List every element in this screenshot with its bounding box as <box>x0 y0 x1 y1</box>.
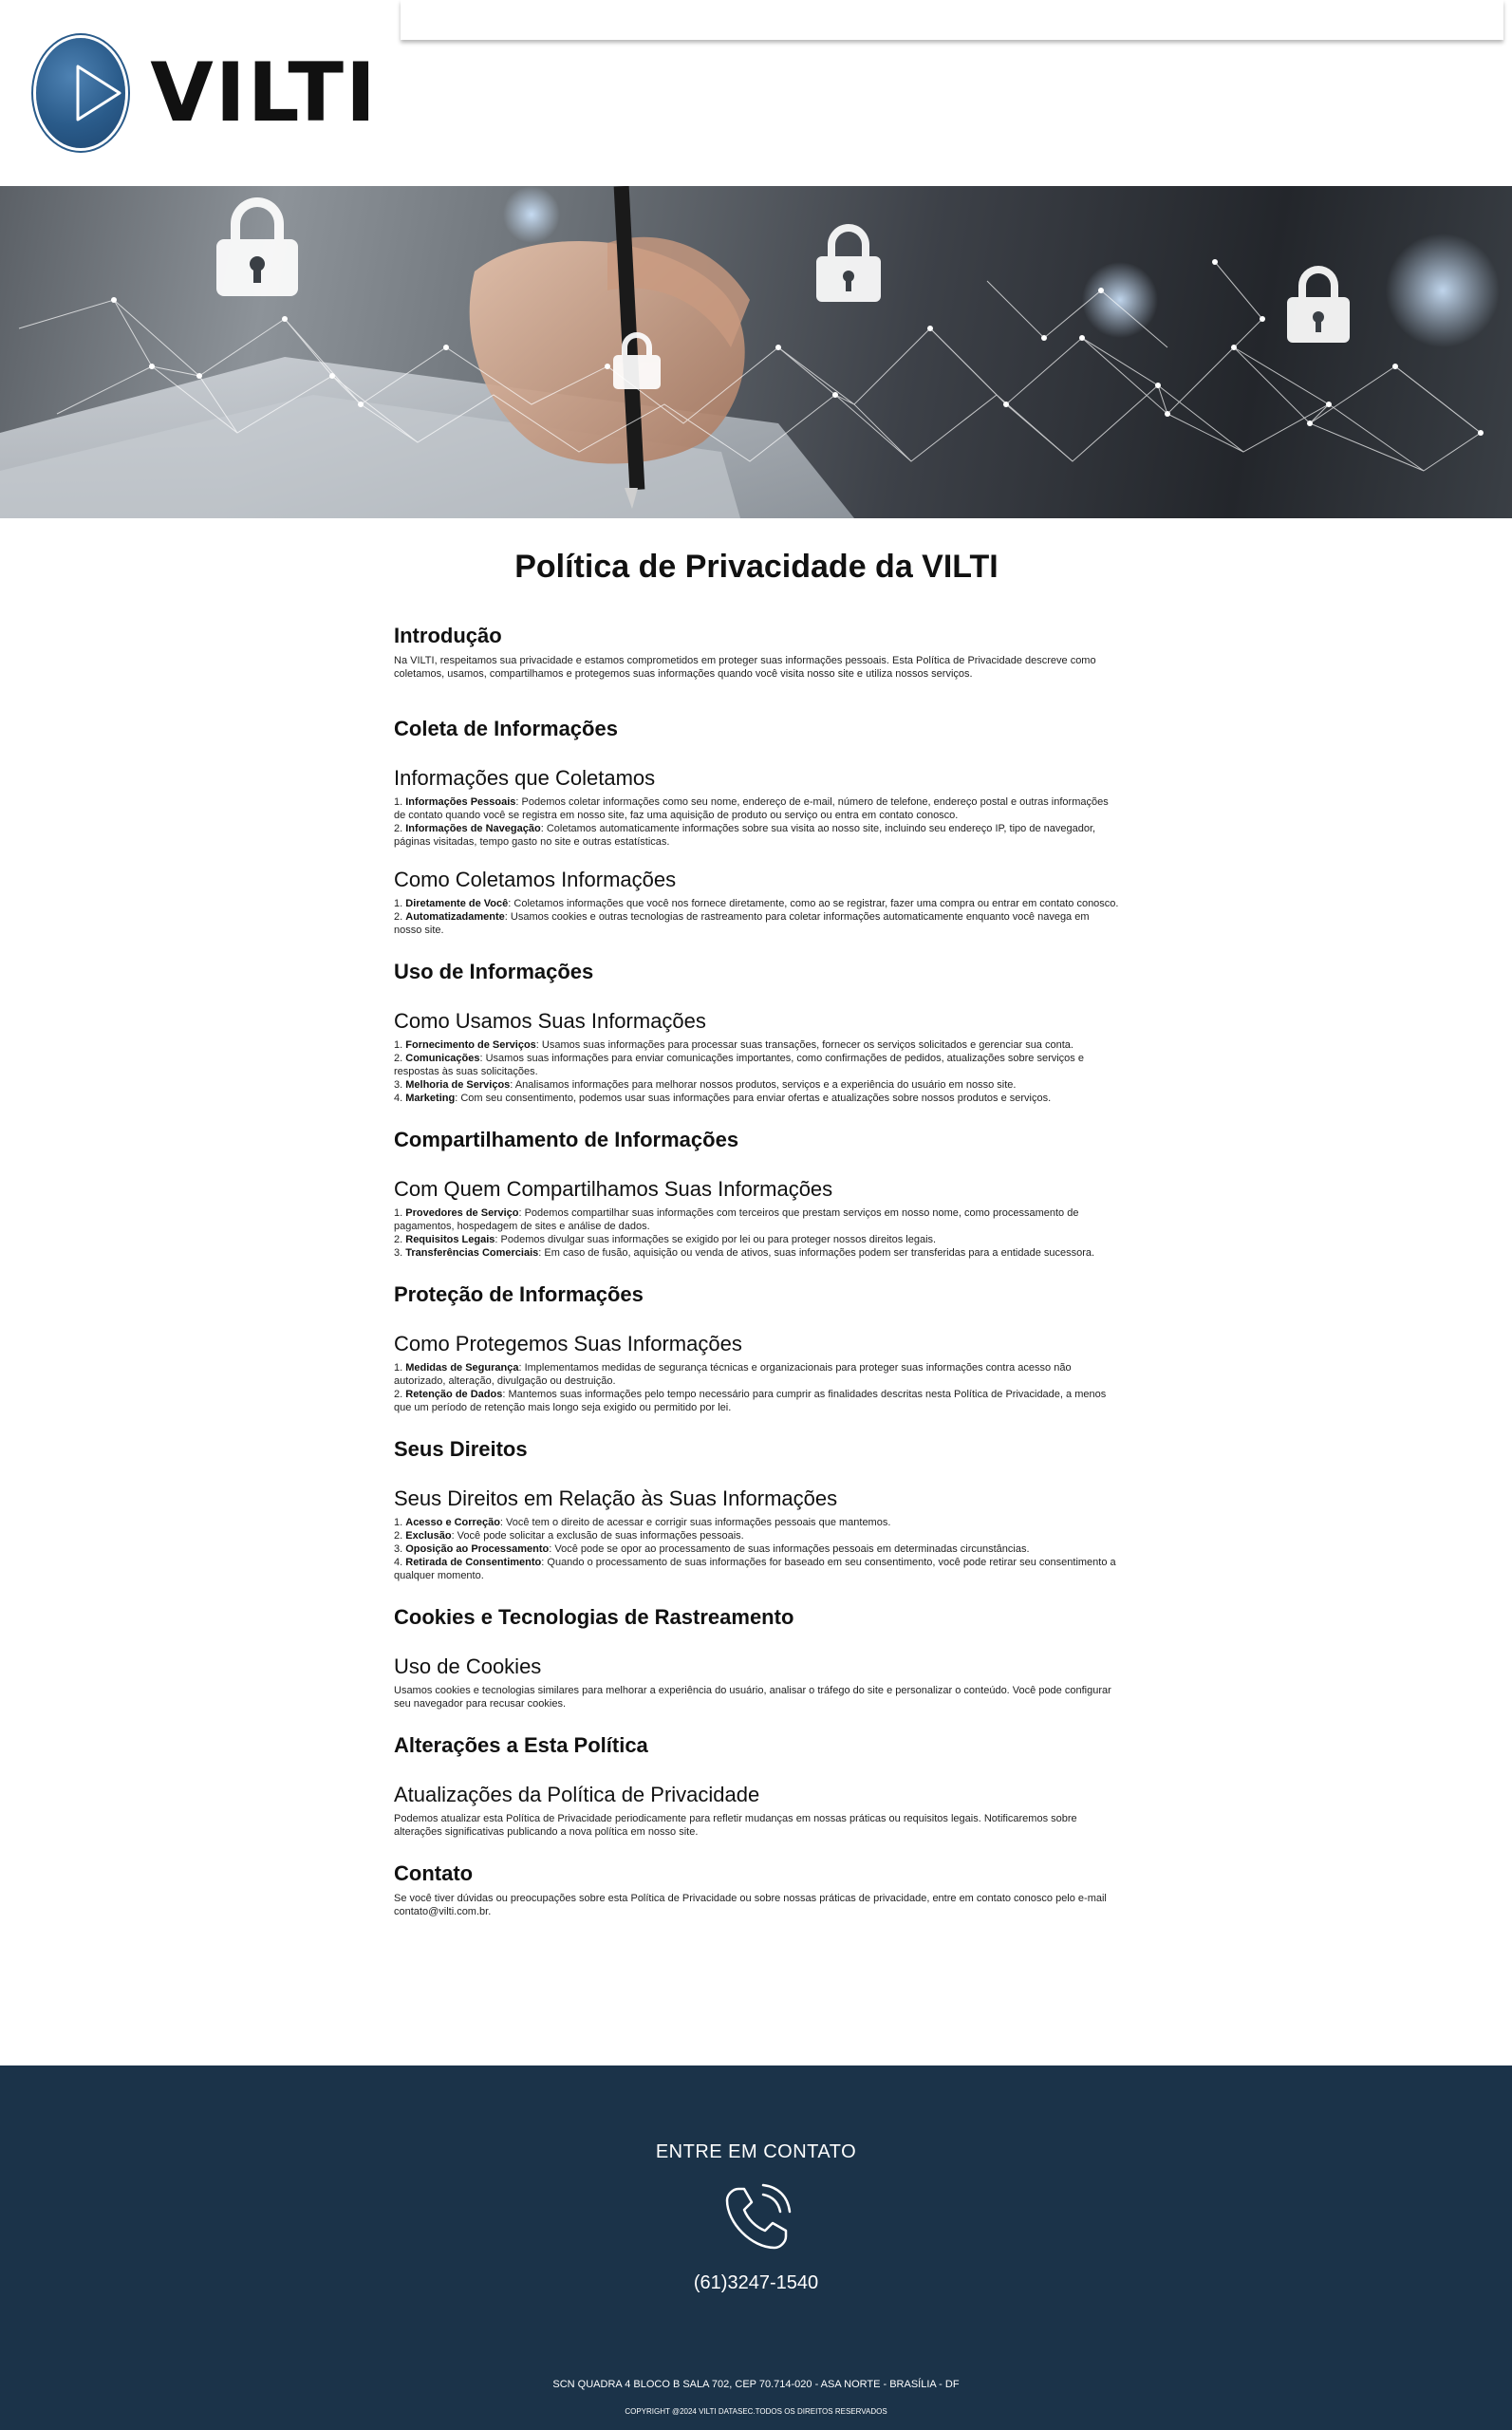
subheading-seus-direitos: Seus Direitos em Relação às Suas Informações <box>394 1486 838 1510</box>
list-como-protegemos <box>394 1361 1119 1414</box>
phone-icon[interactable] <box>719 2181 793 2255</box>
list-item: 2. Retenção de Dados: Mantemos suas informações pelo tempo necessário para cumprir as finalidades descritas nesta Política de Privacidade, a menos que um período de retenção mais longo seja exigido ou permitido por lei. <box>394 1389 1107 1413</box>
subheading-com-quem-compartilhamos: Com Quem Compartilhamos Suas Informações <box>394 1177 833 1201</box>
list-como-coletamos <box>394 897 1119 937</box>
list-como-usamos <box>394 1038 1119 1105</box>
intro-text: Na VILTI, respeitamos sua privacidade e estamos comprometidos em proteger suas informações pessoais. Esta Política de Privacidade descreve como coletamos, usamos, compartilhamos e protegemos suas informações quando você visita nosso site e utiliza nossos serviços. <box>394 655 1096 680</box>
privacy-lock-network-image <box>0 186 1512 518</box>
footer-heading: ENTRE EM CONTATO <box>655 2141 857 2162</box>
subheading-atualizacoes: Atualizações da Política de Privacidade <box>394 1783 760 1806</box>
list-item: 1. Provedores de Serviço: Podemos compartilhar suas informações com terceiros que prestam serviços em nosso nome, como processamento de pagamentos, hospedagem de sites e análise de dados. <box>394 1207 1079 1232</box>
list-item: 2. Automatizadamente: Usamos cookies e outras tecnologias de rastreamento para coletar informações automaticamente enquanto você navega em nosso site. <box>394 911 1090 936</box>
list-item: 1. Informações Pessoais: Podemos coletar informações como seu nome, endereço de e-mail, número de telefone, endereço postal e outras informações de contato quando você se registra em nosso site, faz uma aquisição de produto ou serviço ou entra em contato conosco. <box>394 796 1109 821</box>
section-heading-cookies: Cookies e Tecnologias de Rastreamento <box>394 1605 794 1629</box>
top-nav-bar <box>401 0 1503 40</box>
section-heading-compartilhamento: Compartilhamento de Informações <box>394 1128 739 1151</box>
page-title: Política de Privacidade da VILTI <box>514 549 999 585</box>
cookies-text: Usamos cookies e tecnologias similares para melhorar a experiência do usuário, analisar o tráfego do site e personalizar o conteúdo. Você pode configurar seu navegador para recusar cookies. <box>394 1685 1111 1710</box>
contato-text: Se você tiver dúvidas ou preocupações sobre esta Política de Privacidade ou sobre nossas práticas de privacidade, entre em contato conosco pelo e-mail contato@vilti.com.br. <box>394 1893 1107 1917</box>
footer-copyright: COPYRIGHT @2024 VILTI DATASEC.TODOS OS DIREITOS RESERVADOS <box>625 2407 887 2416</box>
list-item: 1. Fornecimento de Serviços: Usamos suas informações para processar suas transações, fornecer os serviços solicitados e gerenciar sua conta. <box>394 1039 1073 1051</box>
section-heading-coleta: Coleta de Informações <box>394 717 618 740</box>
list-item: 2. Comunicações: Usamos suas informações para enviar comunicações importantes, como confirmações de pedidos, atualizações sobre serviços e respostas às suas solicitações. <box>394 1053 1084 1077</box>
subheading-como-usamos: Como Usamos Suas Informações <box>394 1009 706 1033</box>
list-item: 2. Requisitos Legais: Podemos divulgar suas informações se exigido por lei ou para proteger nossos direitos legais. <box>394 1234 937 1245</box>
site-footer <box>0 2066 1512 2430</box>
list-seus-direitos <box>394 1516 1119 1582</box>
list-item: 1. Acesso e Correção: Você tem o direito de acessar e corrigir suas informações pessoais que mantemos. <box>394 1517 891 1528</box>
section-heading-intro: Introdução <box>394 624 502 647</box>
list-item: 3. Melhoria de Serviços: Analisamos informações para melhorar nossos produtos, serviços e a experiência do usuário em nosso site. <box>394 1079 1017 1091</box>
list-item: 4. Retirada de Consentimento: Quando o processamento de suas informações for baseado em seu consentimento, você pode retirar seu consentimento a qualquer momento. <box>394 1557 1116 1581</box>
play-icon <box>36 38 125 148</box>
logo[interactable] <box>36 36 378 150</box>
section-heading-uso: Uso de Informações <box>394 960 594 983</box>
list-item: 2. Exclusão: Você pode solicitar a exclusão de suas informações pessoais. <box>394 1530 744 1542</box>
list-item: 3. Transferências Comerciais: Em caso de fusão, aquisição ou venda de ativos, suas informações podem ser transferidas para a entidade sucessora. <box>394 1247 1095 1259</box>
list-item: 4. Marketing: Com seu consentimento, podemos usar suas informações para enviar ofertas e atualizações sobre nossos produtos e serviços. <box>394 1093 1052 1104</box>
list-item: 1. Medidas de Segurança: Implementamos medidas de segurança técnicas e organizacionais para proteger suas informações contra acesso não autorizado, alteração, divulgação ou destruição. <box>394 1362 1072 1387</box>
site-header <box>0 0 1512 186</box>
logo-text: VILTI <box>150 46 378 140</box>
alteracoes-text: Podemos atualizar esta Política de Privacidade periodicamente para refletir mudanças em nossas práticas ou requisitos legais. Notificaremos sobre alterações significativas publicando a nova política em nosso site. <box>394 1813 1077 1838</box>
list-com-quem-compartilhamos <box>394 1206 1119 1260</box>
section-heading-alteracoes: Alterações a Esta Política <box>394 1733 648 1757</box>
section-heading-protecao: Proteção de Informações <box>394 1282 644 1306</box>
subheading-como-coletamos: Como Coletamos Informações <box>394 868 677 891</box>
list-informacoes-coletamos <box>394 795 1119 849</box>
list-item: 2. Informações de Navegação: Coletamos automaticamente informações sobre sua visita ao nosso site, incluindo seu endereço IP, tipo de navegador, páginas visitadas, tempo gasto no site e outras estatísticas. <box>394 823 1096 848</box>
section-heading-direitos: Seus Direitos <box>394 1437 528 1461</box>
list-item: 3. Oposição ao Processamento: Você pode se opor ao processamento de suas informações pessoais em determinadas circunstâncias. <box>394 1543 1030 1555</box>
subheading-uso-cookies: Uso de Cookies <box>394 1654 542 1678</box>
policy-content <box>394 541 1119 1918</box>
subheading-informacoes-coletamos: Informações que Coletamos <box>394 766 656 790</box>
footer-address: SCN QUADRA 4 BLOCO B SALA 702, CEP 70.714-020 - ASA NORTE - BRASÍLIA - DF <box>552 2379 960 2390</box>
subheading-como-protegemos: Como Protegemos Suas Informações <box>394 1332 742 1355</box>
section-heading-contato: Contato <box>394 1861 474 1885</box>
list-item: 1. Diretamente de Você: Coletamos informações que você nos fornece diretamente, como ao se registrar, fazer uma compra ou entrar em contato conosco. <box>394 898 1119 909</box>
footer-phone-number[interactable]: (61)3247-1540 <box>693 2272 819 2293</box>
hero-banner <box>0 186 1512 518</box>
